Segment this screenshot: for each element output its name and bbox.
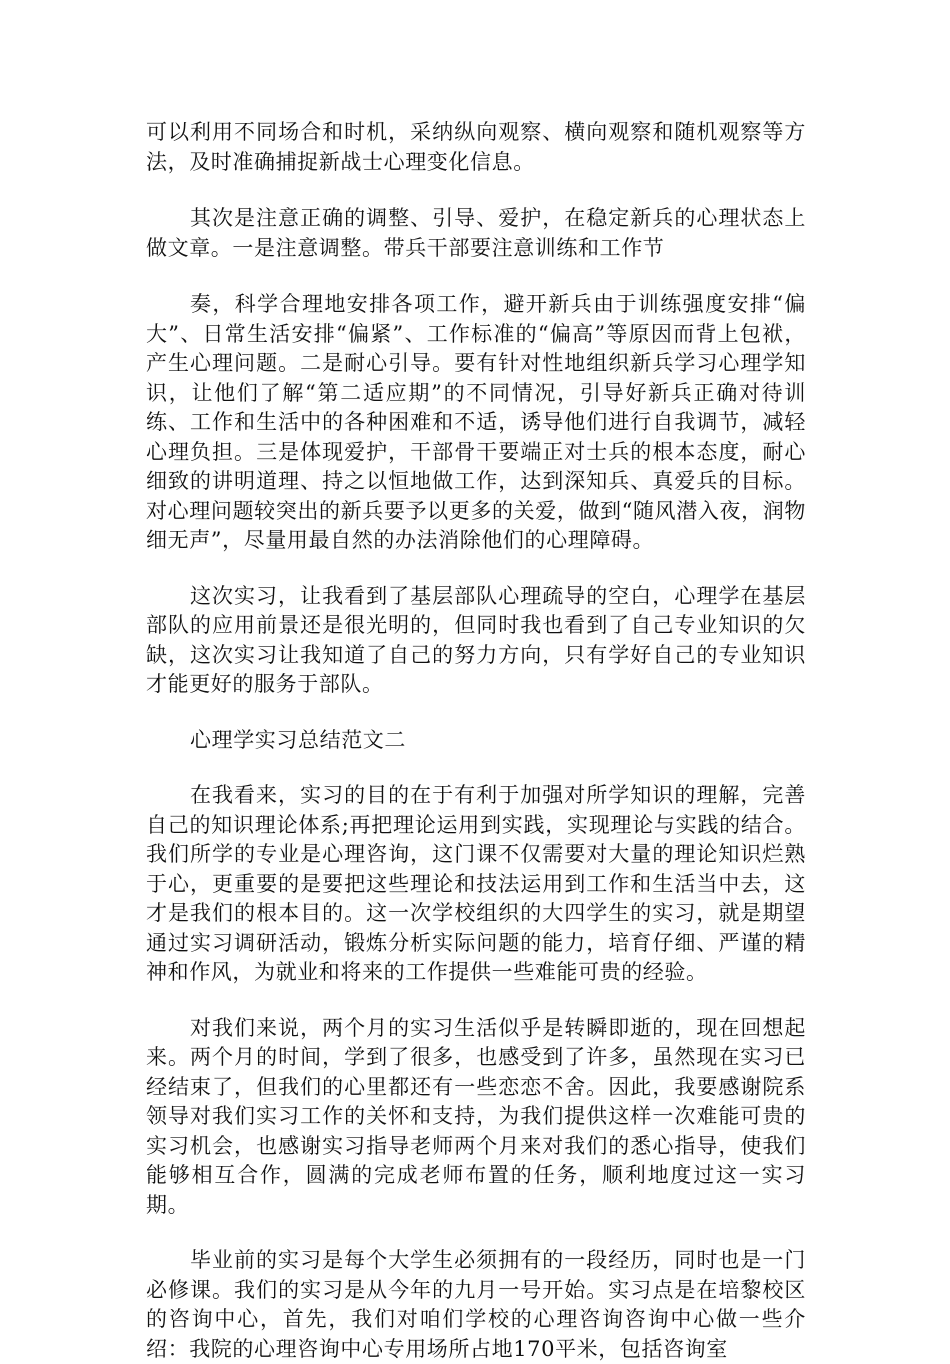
section-heading: 心理学实习总结范文二 bbox=[190, 727, 406, 752]
paragraph-rhythm-guidance: 奏，科学合理地安排各项工作，避开新兵由于训练强度安排“偏大”、日常生活安排“偏紧”、工作标准的“偏高”等原因而背上包袱，产生心理问题。二是耐心引导。要有针对性地组织新兵学习心理学知识，让他们了解“第二适应期”的不同情况，引导好新兵正确对待训练、工作和生活中的各种困难和不适，诱导他们进行自我调节，减轻心理负担。三是体现爱护，干部骨干要端正对士兵的根本态度，耐心细致的讲明道理、持之以恒地做工作，达到深知兵、真爱兵的目标。对心理问题较突出的新兵要予以更多的关爱，做到“随风潜入夜，润物细无声”，尽量用最自然的办法消除他们的心理障碍。 bbox=[146, 292, 806, 552]
paragraph-pre-graduation: 毕业前的实习是每个大学生必须拥有的一段经历，同时也是一门必修课。我们的实习是从今年的九月一号开始。实习点是在培黎校区的咨询中心，首先，我们对咱们学校的心理咨询咨询中心做一些介绍：我院的心理咨询中心专用场所占地170平米，包括咨询室 bbox=[146, 1248, 806, 1361]
paragraph-internship-reflection: 这次实习，让我看到了基层部队心理疏导的空白，心理学在基层部队的应用前景还是很光明的，但同时我也看到了自己专业知识的欠缺，这次实习让我知道了自己的努力方向，只有学好自己的专业知识才能更好的服务于部队。 bbox=[146, 583, 806, 696]
paragraph-adjust-guide-care: 其次是注意正确的调整、引导、爱护，在稳定新兵的心理状态上做文章。一是注意调整。带兵干部要注意训练和工作节 bbox=[146, 206, 806, 260]
paragraph-observation-methods: 可以利用不同场合和时机，采纳纵向观察、横向观察和随机观察等方法，及时准确捕捉新战士心理变化信息。 bbox=[146, 120, 806, 174]
paragraph-internship-purpose: 在我看来，实习的目的在于有利于加强对所学知识的理解，完善自己的知识理论体系;再把理论运用到实践，实现理论与实践的结合。我们所学的专业是心理咨询，这门课不仅需要对大量的理论知识烂熟于心，更重要的是要把这些理论和技法运用到工作和生活当中去，这才是我们的根本目的。这一次学校组织的大四学生的实习，就是期望通过实习调研活动，锻炼分析实际问题的能力，培育仔细、严谨的精神和作风，为就业和将来的工作提供一些难能可贵的经验。 bbox=[146, 783, 806, 984]
paragraph-two-months: 对我们来说，两个月的实习生活似乎是转瞬即逝的，现在回想起来。两个月的时间，学到了很多，也感受到了许多，虽然现在实习已经结束了，但我们的心里都还有一些恋恋不舍。因此，我要感谢院系领导对我们实习工作的关怀和支持，为我们提供这样一次难能可贵的实习机会，也感谢实习指导老师两个月来对我们的悉心指导，使我们能够相互合作，圆满的完成老师布置的任务，顺利地度过这一实习期。 bbox=[146, 1015, 806, 1217]
document-body bbox=[146, 118, 806, 1364]
